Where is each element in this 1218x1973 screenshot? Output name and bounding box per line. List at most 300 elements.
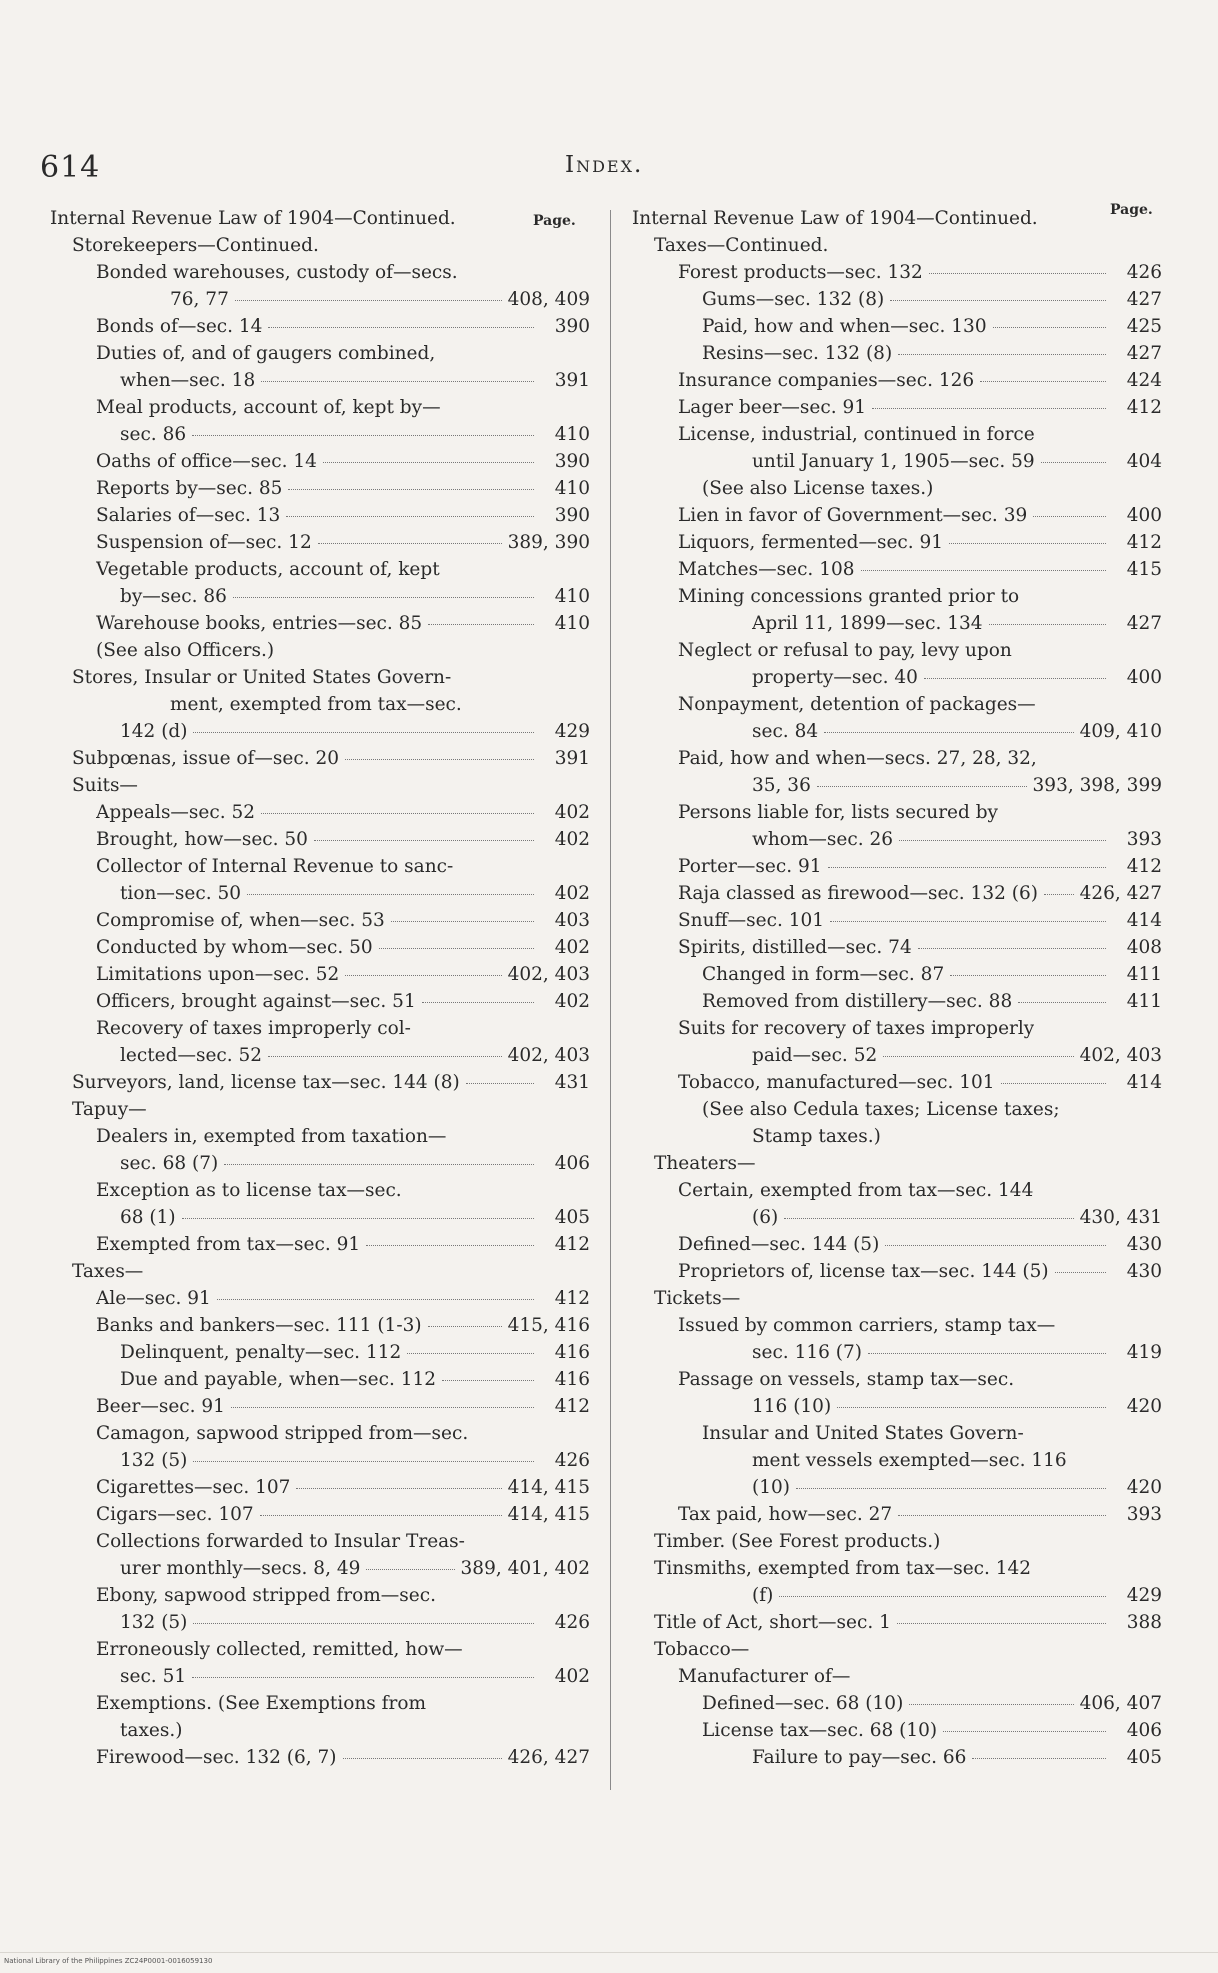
index-entry-text: Tinsmiths, exempted from tax—sec. 142 <box>654 1558 1032 1579</box>
index-entry <box>632 1069 1162 1096</box>
index-entry <box>50 1150 590 1177</box>
index-entry <box>50 1069 590 1096</box>
index-entry <box>50 1393 590 1420</box>
index-entry <box>50 394 590 421</box>
index-entry <box>50 907 590 934</box>
index-entry <box>50 1420 590 1447</box>
index-entry <box>632 1744 1162 1771</box>
index-entry-text: Meal products, account of, kept by— <box>96 397 441 418</box>
index-entry <box>50 961 590 988</box>
dot-leader <box>909 1704 1073 1705</box>
dot-leader <box>268 327 534 328</box>
bottom-rule <box>0 1952 1218 1953</box>
index-entry-text: sec. 84 <box>752 721 819 742</box>
index-entry <box>50 1690 590 1717</box>
index-entry-text: Cigarettes—sec. 107 <box>96 1477 291 1498</box>
index-entry-pages: 412 <box>1126 856 1162 877</box>
index-entry-pages: 430 <box>1126 1234 1162 1255</box>
index-entry <box>632 583 1162 610</box>
index-entry-pages: 412 <box>1126 532 1162 553</box>
index-entry <box>50 1609 590 1636</box>
index-entry-text: Passage on vessels, stamp tax—sec. <box>678 1369 1015 1390</box>
index-entry <box>632 934 1162 961</box>
index-entry-text: Bonds of—sec. 14 <box>96 316 263 337</box>
index-entry-text: Oaths of office—sec. 14 <box>96 451 317 472</box>
dot-leader <box>883 1056 1073 1057</box>
index-entry-text: Forest products—sec. 132 <box>678 262 923 283</box>
index-entry-pages: 429 <box>554 721 590 742</box>
index-entry-pages: 402, 403 <box>1079 1045 1162 1066</box>
index-entry-text: Defined—sec. 68 (10) <box>702 1693 904 1714</box>
index-entry <box>632 1609 1162 1636</box>
index-entry-pages: 430 <box>1126 1261 1162 1282</box>
index-entry <box>50 799 590 826</box>
index-entry <box>50 421 590 448</box>
dot-leader <box>980 381 1106 382</box>
index-entry-text: Taxes—Continued. <box>654 235 829 256</box>
dot-leader <box>817 786 1027 787</box>
index-entry-text: Collections forwarded to Insular Treas- <box>96 1531 465 1552</box>
index-entry-text: 132 (5) <box>120 1612 188 1633</box>
dot-leader <box>972 1758 1106 1759</box>
index-entry-pages: 393 <box>1126 829 1162 850</box>
dot-leader <box>872 408 1106 409</box>
index-entry <box>632 664 1162 691</box>
dot-leader <box>296 1488 501 1489</box>
index-entry <box>632 394 1162 421</box>
index-entry-text: Dealers in, exempted from taxation— <box>96 1126 447 1147</box>
index-entry-pages: 390 <box>554 451 590 472</box>
column-divider <box>610 210 611 1790</box>
dot-leader <box>428 624 534 625</box>
index-entry-pages: 411 <box>1126 964 1162 985</box>
index-entry-text: Failure to pay—sec. 66 <box>752 1747 967 1768</box>
index-entry-text: Salaries of—sec. 13 <box>96 505 281 526</box>
index-entry-text: Lager beer—sec. 91 <box>678 397 867 418</box>
index-entry <box>632 1501 1162 1528</box>
index-entry <box>632 1339 1162 1366</box>
index-entry-pages: 405 <box>1126 1747 1162 1768</box>
index-column-left <box>50 205 590 1771</box>
index-entry-text: Persons liable for, lists secured by <box>678 802 999 823</box>
index-entry <box>50 1474 590 1501</box>
dot-leader <box>192 435 534 436</box>
dot-leader <box>949 543 1106 544</box>
index-entry <box>50 286 590 313</box>
index-entry <box>632 367 1162 394</box>
index-entry <box>50 853 590 880</box>
index-entry <box>50 1744 590 1771</box>
dot-leader <box>343 1758 502 1759</box>
index-entry <box>632 1663 1162 1690</box>
index-entry-text: Due and payable, when—sec. 112 <box>120 1369 437 1390</box>
index-entry <box>50 367 590 394</box>
index-entry-text: Appeals—sec. 52 <box>96 802 256 823</box>
index-entry <box>632 718 1162 745</box>
index-entry <box>50 448 590 475</box>
dot-leader <box>261 381 534 382</box>
index-entry <box>50 1555 590 1582</box>
index-entry <box>632 340 1162 367</box>
index-entry-text: Snuff—sec. 101 <box>678 910 825 931</box>
dot-leader <box>182 1218 534 1219</box>
index-entry-text: Raja classed as firewood—sec. 132 (6) <box>678 883 1038 904</box>
index-entry-text: taxes.) <box>120 1720 183 1741</box>
index-entry-pages: 427 <box>1126 613 1162 634</box>
index-entry-pages: 393, 398, 399 <box>1032 775 1162 796</box>
index-entry-text: Defined—sec. 144 (5) <box>678 1234 880 1255</box>
index-entry <box>632 556 1162 583</box>
index-entry <box>632 421 1162 448</box>
index-entry <box>632 772 1162 799</box>
index-entry-text: Insurance companies—sec. 126 <box>678 370 975 391</box>
index-entry <box>632 799 1162 826</box>
index-entry <box>50 1042 590 1069</box>
dot-leader <box>345 759 534 760</box>
dot-leader <box>260 1515 502 1516</box>
index-entry-pages: 426, 427 <box>1079 883 1162 904</box>
index-entry-pages: 410 <box>554 478 590 499</box>
index-entry-pages: 420 <box>1126 1477 1162 1498</box>
index-entry-text: whom—sec. 26 <box>752 829 894 850</box>
index-entry-text: Resins—sec. 132 (8) <box>702 343 893 364</box>
dot-leader <box>885 1245 1106 1246</box>
index-entry <box>50 934 590 961</box>
index-entry <box>632 637 1162 664</box>
index-entry-text: Subpœnas, issue of—sec. 20 <box>72 748 340 769</box>
index-entry-text: Cigars—sec. 107 <box>96 1504 254 1525</box>
index-entry-pages: 414 <box>1126 910 1162 931</box>
index-entry <box>632 205 1162 232</box>
index-entry-text: Title of Act, short—sec. 1 <box>654 1612 891 1633</box>
index-entry <box>632 1015 1162 1042</box>
index-entry-text: Exception as to license tax—sec. <box>96 1180 402 1201</box>
index-entry-pages: 390 <box>554 505 590 526</box>
dot-leader <box>943 1731 1106 1732</box>
index-entry-pages: 416 <box>554 1342 590 1363</box>
index-entry-text: Tobacco— <box>654 1639 750 1660</box>
index-entry <box>50 691 590 718</box>
page-column-label: Page. <box>1110 202 1153 218</box>
index-entry-pages: 431 <box>554 1072 590 1093</box>
index-column-right <box>632 202 1162 1771</box>
index-entry-text: Conducted by whom—sec. 50 <box>96 937 373 958</box>
index-entry <box>50 502 590 529</box>
index-entry-pages: 412 <box>554 1234 590 1255</box>
dot-leader <box>784 1218 1073 1219</box>
index-entry <box>50 1312 590 1339</box>
index-entry-pages: 426 <box>554 1450 590 1471</box>
index-entry <box>50 340 590 367</box>
index-entry-pages: 393 <box>1126 1504 1162 1525</box>
index-entry <box>632 1366 1162 1393</box>
index-entry-text: lected—sec. 52 <box>120 1045 263 1066</box>
index-entry <box>632 691 1162 718</box>
index-entry-text: License tax—sec. 68 (10) <box>702 1720 938 1741</box>
index-entry-text: Compromise of, when—sec. 53 <box>96 910 385 931</box>
index-entry-pages: 415 <box>1126 559 1162 580</box>
index-entry <box>632 745 1162 772</box>
dot-leader <box>1018 1002 1106 1003</box>
index-entry-pages: 426 <box>554 1612 590 1633</box>
index-entry <box>632 988 1162 1015</box>
index-entry-text: Storekeepers—Continued. <box>72 235 319 256</box>
dot-leader <box>779 1596 1106 1597</box>
dot-leader <box>830 921 1106 922</box>
index-entry-text: Ale—sec. 91 <box>96 1288 211 1309</box>
index-entry-text: ment, exempted from tax—sec. <box>170 694 462 715</box>
index-entry-text: 142 (d) <box>120 721 188 742</box>
dot-leader <box>1001 1083 1106 1084</box>
dot-leader <box>288 489 534 490</box>
index-entry-pages: 411 <box>1126 991 1162 1012</box>
dot-leader <box>261 813 534 814</box>
index-entry-pages: 391 <box>554 370 590 391</box>
index-entry <box>632 880 1162 907</box>
index-entry-text: paid—sec. 52 <box>752 1045 878 1066</box>
index-entry-text: Stamp taxes.) <box>752 1126 881 1147</box>
index-entry-pages: 406 <box>1126 1720 1162 1741</box>
index-entry-pages: 410 <box>554 586 590 607</box>
index-entry-text: (6) <box>752 1207 779 1228</box>
index-entry-pages: 402 <box>554 883 590 904</box>
index-entry-text: Insular and United States Govern- <box>702 1423 1024 1444</box>
dot-leader <box>286 516 534 517</box>
index-entry-text: sec. 51 <box>120 1666 187 1687</box>
dot-leader <box>268 1056 502 1057</box>
index-entry-text: Officers, brought against—sec. 51 <box>96 991 416 1012</box>
index-entry <box>632 1582 1162 1609</box>
index-entry-text: Camagon, sapwood stripped from—sec. <box>96 1423 469 1444</box>
dot-leader <box>193 1461 534 1462</box>
index-entry <box>632 1420 1162 1447</box>
dot-leader <box>989 624 1106 625</box>
index-entry <box>50 1447 590 1474</box>
index-entry-text: Timber. (See Forest products.) <box>654 1531 941 1552</box>
dot-leader <box>428 1326 502 1327</box>
index-entry <box>50 475 590 502</box>
index-entry <box>632 907 1162 934</box>
dot-leader <box>318 543 502 544</box>
dot-leader <box>824 732 1074 733</box>
dot-leader <box>217 1299 534 1300</box>
index-entry-pages: 402 <box>554 829 590 850</box>
dot-leader <box>890 300 1106 301</box>
index-entry-text: Ebony, sapwood stripped from—sec. <box>96 1585 436 1606</box>
index-entry <box>50 205 590 232</box>
index-entry-pages: 415, 416 <box>507 1315 590 1336</box>
index-entry <box>632 1231 1162 1258</box>
index-entry-pages: 414, 415 <box>507 1504 590 1525</box>
index-entry <box>50 1258 590 1285</box>
index-entry-pages: 404 <box>1126 451 1162 472</box>
index-entry-pages: 408 <box>1126 937 1162 958</box>
index-entry-text: Porter—sec. 91 <box>678 856 822 877</box>
index-entry-pages: 391 <box>554 748 590 769</box>
index-entry <box>632 529 1162 556</box>
index-entry-text: Theaters— <box>654 1153 756 1174</box>
dot-leader <box>247 894 534 895</box>
index-entry <box>50 1096 590 1123</box>
dot-leader <box>837 1407 1106 1408</box>
index-entry-pages: 409, 410 <box>1079 721 1162 742</box>
index-entry <box>50 1582 590 1609</box>
index-entry <box>50 1204 590 1231</box>
index-entry <box>50 1231 590 1258</box>
index-entry-text: Suspension of—sec. 12 <box>96 532 312 553</box>
index-entry-pages: 389, 390 <box>507 532 590 553</box>
index-entry-text: Removed from distillery—sec. 88 <box>702 991 1013 1012</box>
index-entry <box>632 448 1162 475</box>
index-entry-pages: 416 <box>554 1369 590 1390</box>
index-entry-text: (See also Officers.) <box>96 640 275 661</box>
index-entry-pages: 405 <box>554 1207 590 1228</box>
index-entry <box>632 1042 1162 1069</box>
index-entry-pages: 389, 401, 402 <box>460 1558 590 1579</box>
dot-leader <box>366 1245 534 1246</box>
index-entry-pages: 403 <box>554 910 590 931</box>
dot-leader <box>366 1569 454 1570</box>
index-entry-pages: 408, 409 <box>507 289 590 310</box>
index-entry-text: April 11, 1899—sec. 134 <box>752 613 983 634</box>
index-entry-text: tion—sec. 50 <box>120 883 242 904</box>
index-entry <box>50 1528 590 1555</box>
index-entry <box>632 1690 1162 1717</box>
index-entry-pages: 426, 427 <box>507 1747 590 1768</box>
index-entry-text: Matches—sec. 108 <box>678 559 855 580</box>
dot-leader <box>314 840 534 841</box>
dot-leader <box>898 354 1106 355</box>
dot-leader <box>466 1083 534 1084</box>
index-entry-text: Reports by—sec. 85 <box>96 478 283 499</box>
dot-leader <box>193 732 534 733</box>
index-entry <box>632 1555 1162 1582</box>
index-entry <box>50 826 590 853</box>
index-entry-text: 68 (1) <box>120 1207 176 1228</box>
index-entry-text: Proprietors of, license tax—sec. 144 (5) <box>678 1261 1049 1282</box>
index-entry <box>50 988 590 1015</box>
index-entry-text: Paid, how and when—secs. 27, 28, 32, <box>678 748 1037 769</box>
index-entry-text: Tobacco, manufactured—sec. 101 <box>678 1072 995 1093</box>
index-entry-pages: 402 <box>554 937 590 958</box>
dot-leader <box>407 1353 534 1354</box>
index-entry-text: Stores, Insular or United States Govern- <box>72 667 452 688</box>
dot-leader <box>898 1515 1106 1516</box>
dot-leader <box>897 1623 1106 1624</box>
index-entry-text: Erroneously collected, remitted, how— <box>96 1639 463 1660</box>
dot-leader <box>193 1623 534 1624</box>
index-entry-text: Spirits, distilled—sec. 74 <box>678 937 912 958</box>
dot-leader <box>929 273 1106 274</box>
index-entry-pages: 424 <box>1126 370 1162 391</box>
index-entry-text: Liquors, fermented—sec. 91 <box>678 532 944 553</box>
dot-leader <box>233 597 534 598</box>
index-entry-pages: 388 <box>1126 1612 1162 1633</box>
index-entry-text: Tickets— <box>654 1288 741 1309</box>
index-entry <box>632 1717 1162 1744</box>
dot-leader <box>231 1407 534 1408</box>
index-entry <box>632 1123 1162 1150</box>
index-entry-pages: 427 <box>1126 289 1162 310</box>
index-entry-text: Nonpayment, detention of packages— <box>678 694 1036 715</box>
index-entry <box>632 1528 1162 1555</box>
index-entry-text: when—sec. 18 <box>120 370 256 391</box>
index-entry <box>50 1177 590 1204</box>
index-entry-text: Banks and bankers—sec. 111 (1-3) <box>96 1315 422 1336</box>
index-entry-text: Issued by common carriers, stamp tax— <box>678 1315 1056 1336</box>
index-entry <box>50 1663 590 1690</box>
index-entry <box>632 1393 1162 1420</box>
dot-leader <box>1041 462 1106 463</box>
dot-leader <box>899 840 1106 841</box>
index-entry-text: Taxes— <box>72 1261 144 1282</box>
index-entry <box>632 1285 1162 1312</box>
index-entry-text: Tapuy— <box>72 1099 147 1120</box>
index-entry <box>632 1312 1162 1339</box>
index-entry-text: 116 (10) <box>752 1396 832 1417</box>
index-entry-text: Bonded warehouses, custody of—secs. <box>96 262 458 283</box>
index-entry-text: (10) <box>752 1477 790 1498</box>
index-entry <box>50 1015 590 1042</box>
index-entry-text: Limitations upon—sec. 52 <box>96 964 340 985</box>
index-entry <box>632 475 1162 502</box>
dot-leader <box>345 975 501 976</box>
index-entry <box>50 610 590 637</box>
index-entry <box>50 1123 590 1150</box>
dot-leader <box>323 462 534 463</box>
index-entry-pages: 390 <box>554 316 590 337</box>
index-entry-text: 35, 36 <box>752 775 811 796</box>
index-entry-text: License, industrial, continued in force <box>678 424 1035 445</box>
index-entry-pages: 402 <box>554 991 590 1012</box>
dot-leader <box>924 678 1106 679</box>
index-entry-pages: 430, 431 <box>1079 1207 1162 1228</box>
dot-leader <box>379 948 534 949</box>
index-entry-pages: 412 <box>554 1396 590 1417</box>
dot-leader <box>224 1164 534 1165</box>
index-entry-text: Tax paid, how—sec. 27 <box>678 1504 893 1525</box>
index-entry-text: by—sec. 86 <box>120 586 227 607</box>
index-entry <box>50 664 590 691</box>
page-column-label: Page. <box>533 213 576 229</box>
index-entry-text: until January 1, 1905—sec. 59 <box>752 451 1035 472</box>
index-entry-pages: 412 <box>1126 397 1162 418</box>
index-entry-pages: 406, 407 <box>1079 1693 1162 1714</box>
index-entry-text: Collector of Internal Revenue to sanc- <box>96 856 454 877</box>
index-entry <box>50 745 590 772</box>
index-entry-text: Gums—sec. 132 (8) <box>702 289 885 310</box>
dot-leader <box>1033 516 1106 517</box>
dot-leader <box>235 300 502 301</box>
index-entry <box>632 232 1162 259</box>
index-entry-text: Mining concessions granted prior to <box>678 586 1020 607</box>
index-entry <box>50 1501 590 1528</box>
index-entry <box>50 232 590 259</box>
index-entry-pages: 426 <box>1126 262 1162 283</box>
index-entry-text: Internal Revenue Law of 1904—Continued. <box>50 208 456 229</box>
index-entry <box>50 1366 590 1393</box>
index-entry-pages: 429 <box>1126 1585 1162 1606</box>
index-entry-pages: 414 <box>1126 1072 1162 1093</box>
dot-leader <box>861 570 1107 571</box>
index-entry-text: Brought, how—sec. 50 <box>96 829 308 850</box>
dot-leader <box>1044 894 1074 895</box>
index-entry-pages: 410 <box>554 424 590 445</box>
dot-leader <box>1055 1272 1106 1273</box>
index-entry <box>632 259 1162 286</box>
index-entries-right <box>632 205 1162 1771</box>
dot-leader <box>828 867 1106 868</box>
